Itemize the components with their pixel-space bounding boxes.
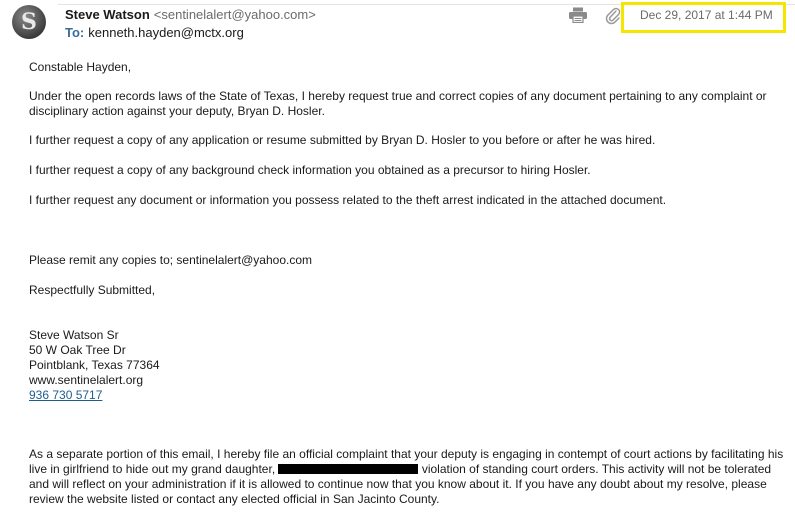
complaint-paragraph bbox=[29, 447, 784, 507]
signature-website: www.sentinelalert.org bbox=[29, 373, 144, 387]
signature-name: Steve Watson Sr bbox=[29, 328, 119, 342]
signature-phone-link[interactable]: 936 730 5717 bbox=[29, 388, 103, 402]
closing: Respectfully Submitted, bbox=[29, 283, 156, 297]
avatar-letter: S bbox=[21, 9, 37, 35]
to-line bbox=[65, 25, 244, 40]
greeting: Constable Hayden, bbox=[29, 60, 132, 74]
sender-email[interactable]: <sentinelalert@yahoo.com> bbox=[153, 7, 316, 22]
paperclip-icon[interactable] bbox=[605, 7, 621, 25]
remit-paragraph: Please remit any copies to; sentinelalert@yahoo.com bbox=[29, 253, 312, 267]
sent-date: Dec 29, 2017 at 1:44 PM bbox=[640, 8, 773, 22]
recipient-email[interactable]: kenneth.hayden@mctx.org bbox=[88, 25, 244, 40]
signature-address-line-1: 50 W Oak Tree Dr bbox=[29, 343, 126, 357]
request-paragraph-3: I further request a copy of any background check information you obtained as a precursor to hiring Hosler. bbox=[29, 163, 591, 177]
email-header bbox=[0, 0, 795, 48]
to-label: To: bbox=[65, 25, 85, 40]
sender-avatar[interactable] bbox=[12, 5, 46, 39]
request-paragraph-4: I further request any document or information you possess related to the theft arrest indicated in the attached document. bbox=[29, 193, 667, 207]
print-icon[interactable] bbox=[568, 7, 588, 23]
signature-address-line-2: Pointblank, Texas 77364 bbox=[29, 358, 160, 372]
complaint-text-before: As a separate portion of this email, I hereby file an official complaint that your deputy is engaging in contempt of court actions by facilitating his live in girlfriend to hide out my grand daughter, bbox=[29, 447, 784, 476]
sender-name[interactable]: Steve Watson bbox=[65, 7, 150, 22]
from-line bbox=[65, 7, 316, 22]
request-paragraph-1: Under the open records laws of the State of Texas, I hereby request true and correct copies of any document pertaining to any complaint or disciplinary action against your deputy, Bryan D. Hosler. bbox=[29, 89, 767, 118]
redaction-bar bbox=[278, 464, 418, 474]
request-paragraph-2: I further request a copy of any application or resume submitted by Bryan D. Hosler to you before or after he was hired. bbox=[29, 133, 656, 147]
complaint-text-after: violation of standing court orders. This activity will not be tolerated and will reflect on your administration if it is allowed to continue now that you know about it. If you have any doubt about my resolve, please review the website listed or contact any elected official in San Jacinto County. bbox=[29, 462, 772, 506]
